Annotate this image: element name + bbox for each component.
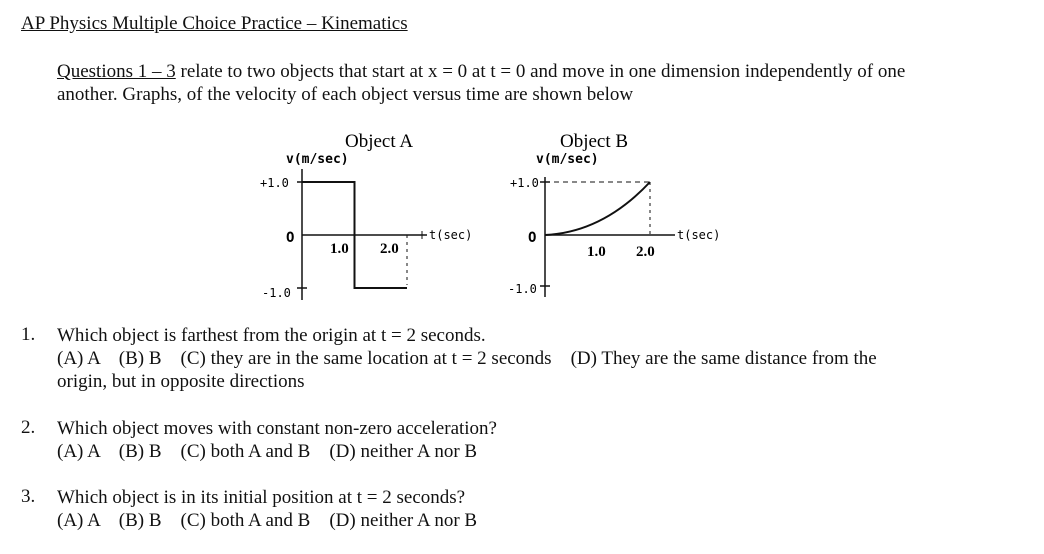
graph-b-x-tick-2: 2.0	[636, 244, 655, 260]
graph-b-xlabel: t(sec)	[677, 228, 721, 242]
intro-line1: relate to two objects that start at x = 0 at t = 0 and move in one dimension independently of one	[175, 61, 906, 82]
question-1-options: (A) A (B) B (C) they are in the same location at t = 2 seconds (D) They are the same distance from the	[57, 348, 877, 369]
graph-b-y-zero-label: O	[528, 230, 537, 246]
graph-a-y-top-label: +1.0	[260, 176, 289, 190]
graph-b-ylabel: v(m/sec)	[536, 152, 599, 167]
graph-object-b	[500, 125, 740, 310]
graph-object-a	[250, 125, 510, 310]
graph-a-x-tick-2: 2.0	[380, 241, 399, 257]
graph-b-title: Object B	[560, 131, 629, 152]
question-3-options: (A) A (B) B (C) both A and B (D) neither A nor B	[57, 510, 478, 531]
graph-a-title: Object A	[345, 131, 414, 152]
graph-a-y-bottom-label: -1.0	[262, 286, 291, 300]
question-1	[57, 324, 877, 393]
question-2	[57, 417, 497, 463]
graph-a-x-tick-1: 1.0	[330, 241, 349, 257]
question-3	[57, 486, 477, 532]
intro-lead: Questions 1 – 3	[57, 61, 176, 82]
question-3-number: 3.	[21, 486, 36, 507]
question-1-text: Which object is farthest from the origin at t = 2 seconds.	[57, 325, 486, 346]
question-2-number: 2.	[21, 417, 36, 438]
graph-a-xlabel: t(sec)	[429, 228, 473, 242]
intro-paragraph	[57, 60, 905, 106]
graph-b-x-tick-1: 1.0	[587, 244, 606, 260]
graph-a-y-zero-label: O	[286, 230, 295, 246]
graph-b-y-bottom-label: -1.0	[508, 282, 537, 296]
question-2-options: (A) A (B) B (C) both A and B (D) neither A nor B	[57, 441, 478, 462]
graph-b-velocity-line	[545, 182, 650, 235]
question-1-options-cont: origin, but in opposite directions	[57, 371, 305, 392]
graph-b-y-top-label: +1.0	[510, 176, 539, 190]
graph-a-ylabel: v(m/sec)	[286, 152, 349, 167]
page-title: AP Physics Multiple Choice Practice – Kinematics	[21, 13, 408, 34]
question-2-text: Which object moves with constant non-zero acceleration?	[57, 418, 497, 439]
question-1-number: 1.	[21, 324, 36, 345]
question-3-text: Which object is in its initial position at t = 2 seconds?	[57, 487, 466, 508]
intro-line2: another. Graphs, of the velocity of each object versus time are shown below	[57, 84, 634, 105]
